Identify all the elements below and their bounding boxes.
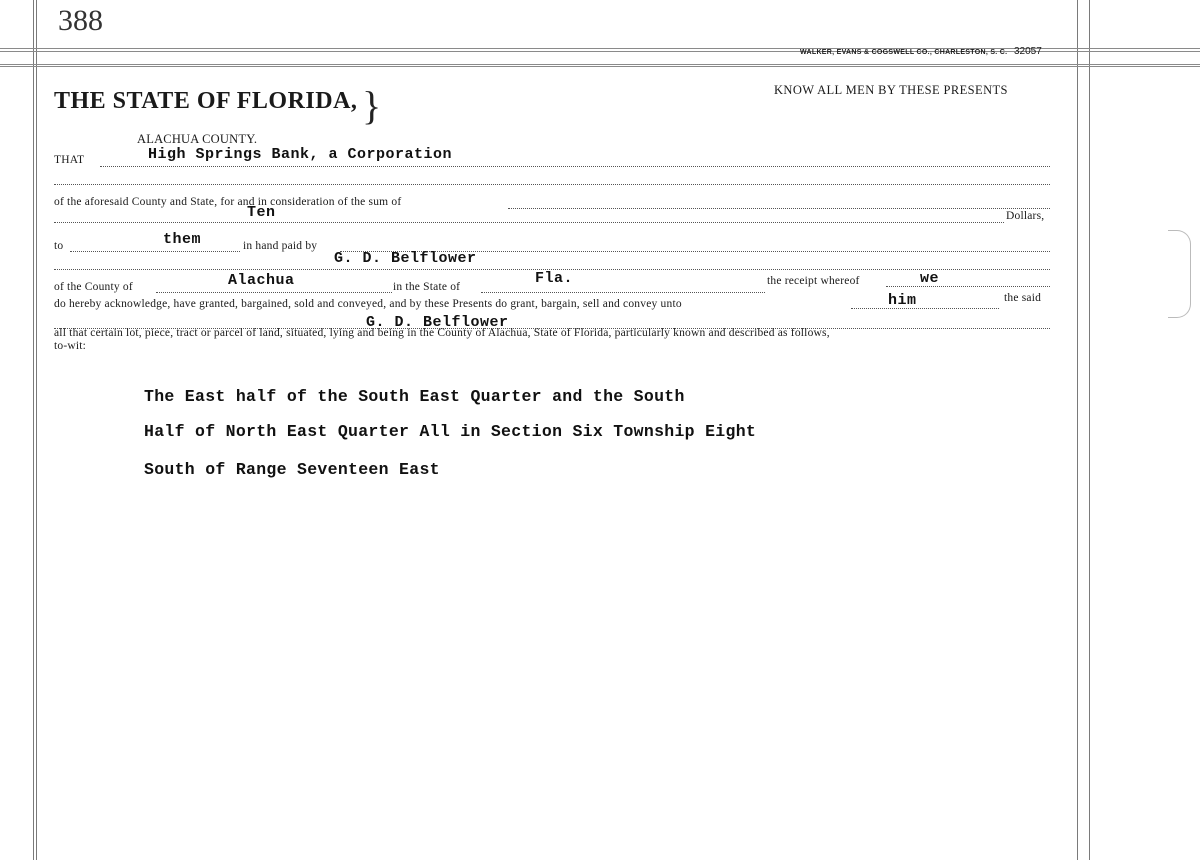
description-line-3: South of Range Seventeen East [144,460,440,479]
county-heading: ALACHUA COUNTY. [137,132,258,146]
grantee-value: G. D. Belflower [366,314,509,331]
unto-line [851,308,999,309]
sum-line-b [54,222,1004,223]
top-rule-4 [0,66,1200,67]
unto-value: him [888,292,917,309]
form-number: 32057 [1014,46,1042,57]
label-in-hand-paid: in hand paid by [243,240,318,252]
printer-imprint: WALKER, EVANS & COGSWELL CO., CHARLESTON, S. C. [800,49,1008,56]
label-that: THAT [54,154,85,166]
label-dollars: Dollars, [1006,210,1045,222]
top-rule-3 [0,64,1200,65]
left-margin-rule-inner [36,0,37,860]
label-all-that-1: all that certain lot, piece, tract or parcel of land, situated, lying and being in the County of Alachua, State of Florida, particularly known and described as follows, [54,327,830,339]
page-number: 388 [58,4,103,37]
left-margin-rule [33,0,34,860]
label-county-of: of the County of [54,281,133,293]
description-line-1: The East half of the South East Quarter and the South [144,387,685,406]
label-the-said: the said [1004,292,1042,304]
right-margin-rule [1077,0,1078,860]
that-line [100,166,1050,167]
receipt-value: we [920,270,940,287]
sum-line-a [508,208,1050,209]
state-heading: THE STATE OF FLORIDA, [54,88,358,114]
right-margin-rule-outer [1089,0,1090,860]
label-receipt: the receipt whereof [767,275,860,287]
brace-glyph: } [362,83,382,128]
know-all-heading: KNOW ALL MEN BY THESE PRESENTS [774,83,1008,97]
county-line [156,292,392,293]
to-value: them [163,231,202,248]
label-to: to [54,240,64,252]
paid-by-value: G. D. Belflower [334,250,477,267]
state-line [481,292,765,293]
state-value: Fla. [535,270,574,287]
grantor-value: High Springs Bank, a Corporation [148,146,453,163]
county-value: Alachua [228,272,295,289]
receipt-line [886,286,1050,287]
sum-value: Ten [247,204,276,221]
label-aforesaid: of the aforesaid County and State, for and in consideration of the sum of [54,196,402,208]
label-acknowledge: do hereby acknowledge, have granted, bargained, sold and conveyed, and by these Presents do grant, bargain, sell and convey unto [54,298,682,310]
label-all-that-2: to-wit: [54,340,87,352]
binding-hole-mark [1168,230,1191,318]
label-state-of: in the State of [393,281,461,293]
blank-line-1 [54,184,1050,185]
to-line [70,251,240,252]
description-line-2: Half of North East Quarter All in Section Six Township Eight [144,422,757,441]
